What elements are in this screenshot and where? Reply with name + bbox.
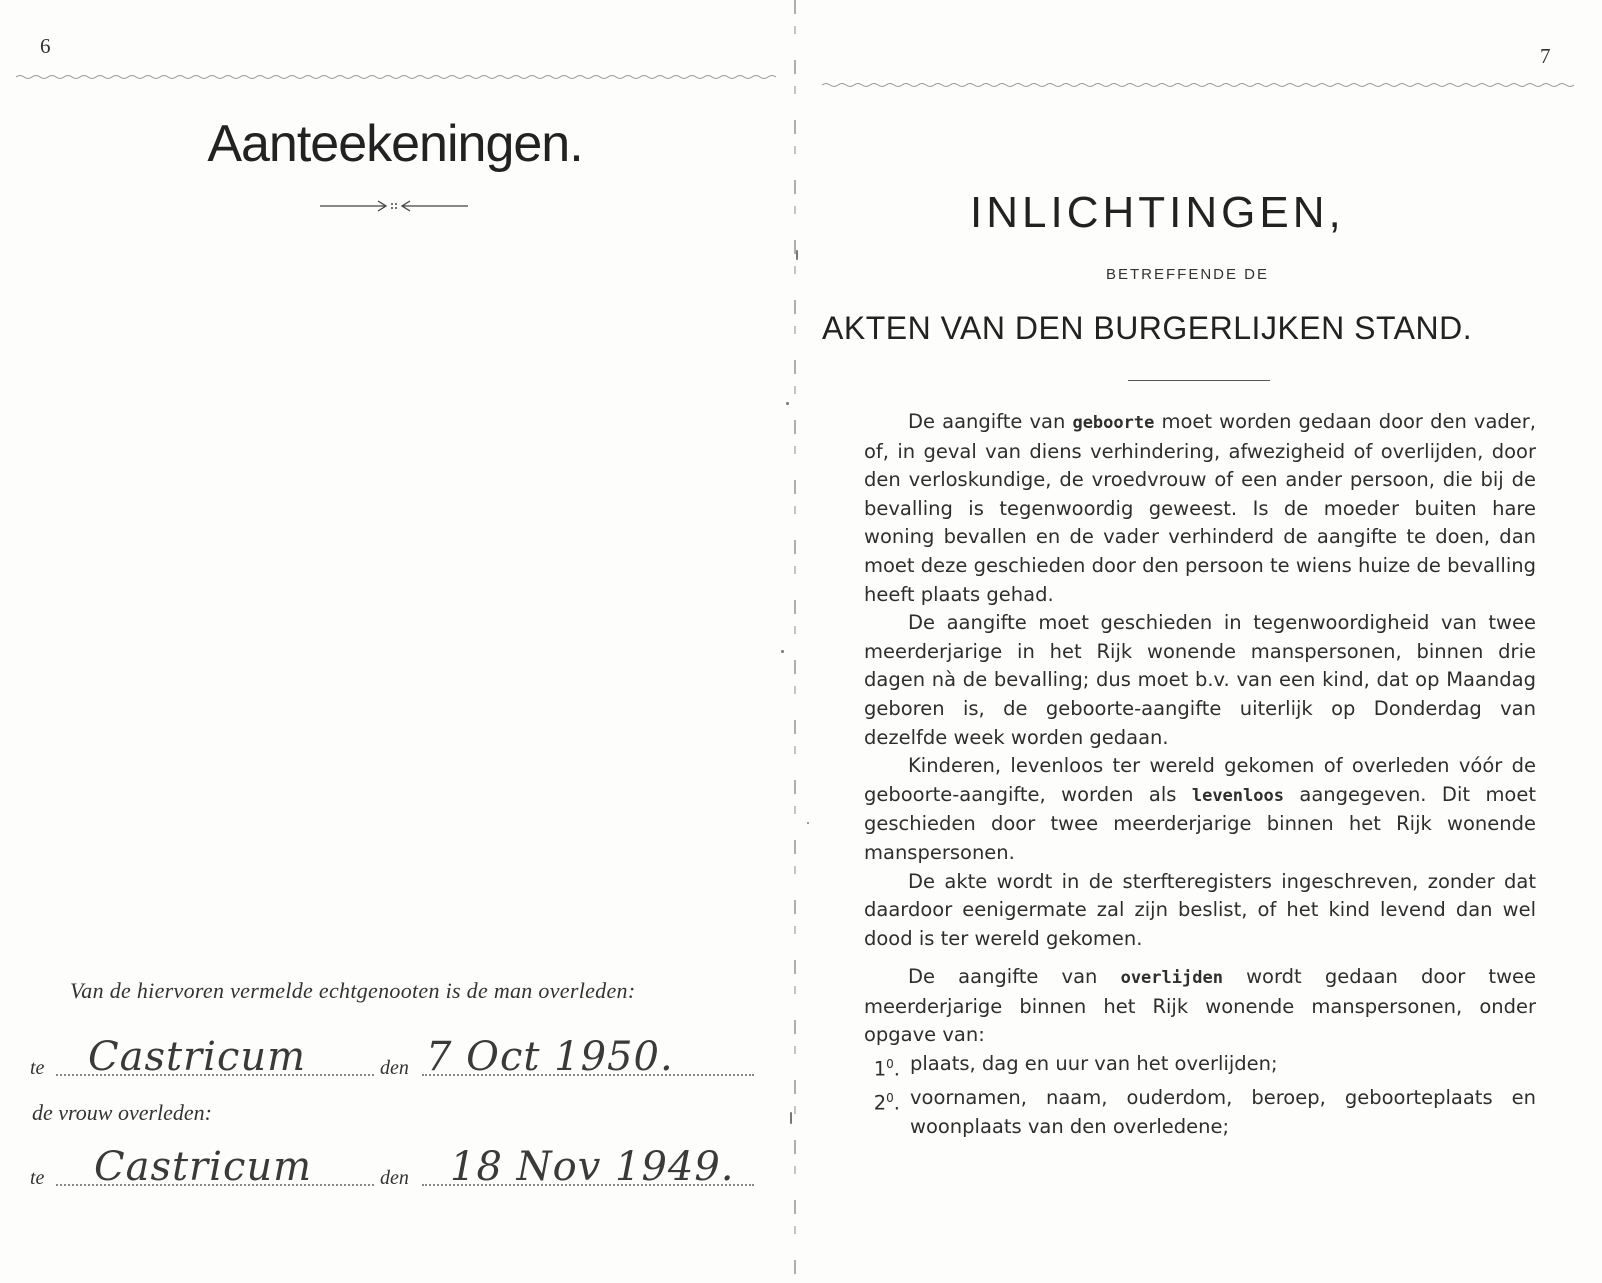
left-page	[0, 0, 790, 1283]
man-death-row	[30, 1018, 754, 1088]
scan-speck	[796, 250, 798, 260]
header-rule-right	[822, 82, 1574, 88]
paragraph-text: Kinderen, levenloos ter wereld gekomen of overleden vóór de geboorte-aangifte, worden als	[864, 754, 1536, 806]
list-number: $1^0$.	[873, 1057, 900, 1081]
te-label-wife: te	[30, 1167, 45, 1189]
scan-speck	[807, 822, 809, 824]
list-item-text: plaats, dag en uur van het overlijden;	[910, 1052, 1278, 1076]
right-page	[800, 0, 1602, 1283]
list-number-sup: 0	[886, 1091, 894, 1106]
list-number-value: 1	[873, 1057, 887, 1081]
paragraph-text: aangegeven. Dit moet geschieden door twee meerderjarige binnen het Rijk wonende manspersonen.	[864, 782, 1537, 864]
page-number-left: 6	[40, 34, 51, 58]
te-label-man: te	[30, 1057, 45, 1079]
paragraph-tegenwoordigheid: De aangifte moet geschieden in tegenwoordigheid van twee meerderjarige in het Rijk wonende manspersonen, binnen drie dagen nà de bevalling; dus moet b.v. van een kind, dat op Maandag geboren is, de geboorte-aangifte uiterlijk op Donderdag van dezelfde week worden gedaan.	[864, 611, 1536, 749]
den-label-man: den	[380, 1057, 409, 1079]
title-divider	[1128, 380, 1270, 381]
header-rule-left	[16, 74, 776, 80]
paragraph-text: De aangifte van	[908, 965, 1098, 989]
paragraph-text: wordt gedaan door twee meerderjarige binnen het Rijk wonende manspersonen, onder opgave van:	[864, 965, 1537, 1047]
wife-death-heading: de vrouw overleden:	[32, 1100, 213, 1125]
scan-speck	[786, 402, 789, 405]
subtitle-betreffende: BETREFFENDE DE	[1106, 266, 1270, 283]
handwritten-place-wife: Castricum	[94, 1144, 313, 1190]
section-title-akten: AKTEN VAN DEN BURGERLIJKEN STAND.	[822, 310, 1473, 346]
list-number-sup: 0	[886, 1057, 894, 1072]
scan-speck	[781, 650, 784, 653]
list-item	[864, 1050, 1536, 1084]
death-heading: Van de hiervoren vermelde echtgenooten is de man overleden:	[70, 978, 636, 1003]
page-number-right: 7	[1540, 44, 1551, 68]
list-item-text: voornamen, naam, ouderdom, beroep, geboorteplaats en woonplaats van den overledene;	[910, 1086, 1536, 1138]
emphasis-geboorte: geboorte	[1072, 413, 1155, 433]
paragraph-text: moet worden gedaan door den vader, of, in geval van diens verhindering, afwezigheid of overlijden, door den verloskundige, de vroedvrouw of een ander persoon, die bij de bevalling is tegenwoordig geweest. Is de moeder buiten hare woning bevallen en de vader verhinderd de aangifte te doen, dan moet deze geschieden door den persoon te wiens huize de bevalling heeft plaats gehad.	[864, 410, 1536, 606]
paragraph-levenloos	[864, 752, 1536, 867]
handwritten-place-man: Castricum	[88, 1034, 307, 1080]
handwritten-date-wife: 18 Nov 1949.	[450, 1144, 735, 1190]
scan-speck	[790, 1112, 792, 1124]
emphasis-levenloos: levenloos	[1191, 785, 1284, 806]
paragraph-sterfteregisters: De akte wordt in de sterfteregisters ingeschreven, zonder dat daardoor eenigermate zal zijn beslist, of het kind levend dan wel dood is ter wereld gekomen.	[864, 869, 1536, 950]
list-item	[864, 1084, 1536, 1141]
page-title-aanteekeningen: Aanteekeningen.	[207, 115, 583, 173]
paragraph-geboorte	[864, 408, 1536, 609]
paragraph-overlijden	[864, 963, 1536, 1050]
list-number-value: 2	[873, 1091, 887, 1115]
ornament-divider	[320, 198, 470, 219]
emphasis-overlijden: overlijden	[1120, 968, 1223, 989]
den-label-wife: den	[380, 1167, 409, 1189]
instructions-body	[864, 408, 1536, 1141]
book-gutter	[794, 0, 796, 1283]
wife-death-row	[30, 1128, 754, 1198]
list-number: $2^0$.	[873, 1091, 900, 1115]
page-title-inlichtingen: INLICHTINGEN,	[970, 188, 1345, 237]
handwritten-date-man: 7 Oct 1950.	[426, 1034, 674, 1080]
paragraph-text: De aangifte van	[908, 410, 1066, 433]
